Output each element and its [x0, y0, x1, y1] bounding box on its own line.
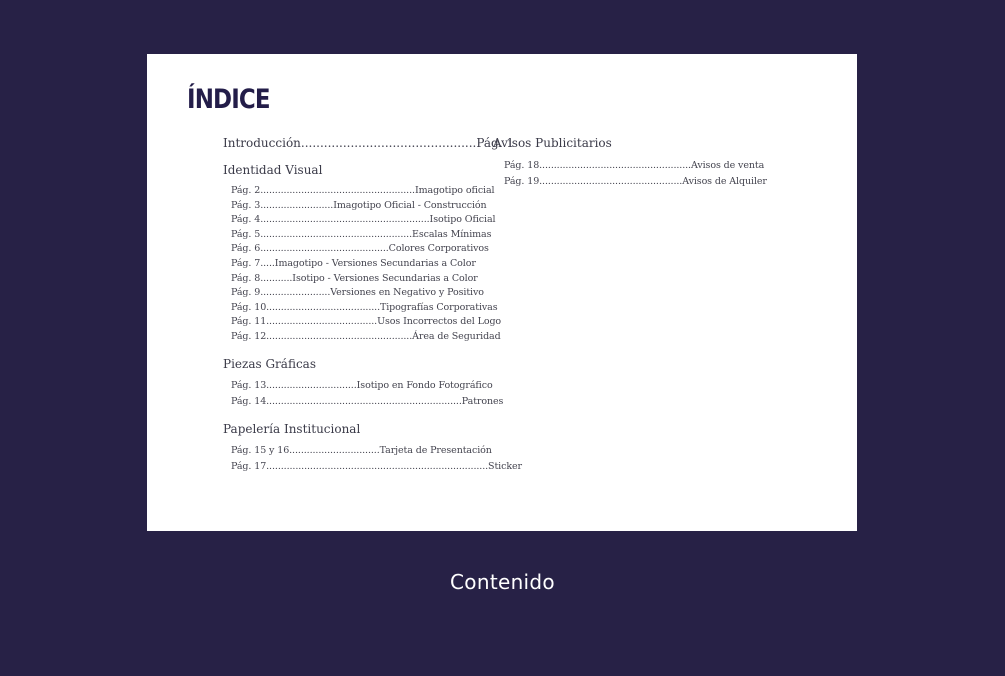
index-entry: Pág. 17............................................................................Sticker	[231, 460, 522, 472]
page-title: ÍNDICE	[187, 84, 270, 115]
index-entry: Pág. 15 y 16...............................Tarjeta de Presentación	[231, 444, 492, 456]
section-entries	[223, 378, 504, 410]
index-entry: Pág. 7.....Imagotipo - Versiones Secundarias a Color	[231, 257, 476, 269]
index-entry: Pág. 9........................Versiones en Negativo y Positivo	[231, 287, 484, 299]
section-title: Papelería Institucional	[223, 421, 361, 436]
section-entries	[493, 158, 767, 190]
index-entry: Pág. 13...............................Isotipo en Fondo Fotográfico	[231, 379, 493, 391]
section-identidad-visual	[223, 163, 502, 345]
index-entry: Pág. 4..........................................................Isotipo Oficial	[231, 214, 496, 226]
index-entry: Pág. 3.........................Imagotipo Oficial - Construcción	[231, 199, 487, 211]
index-page	[147, 54, 857, 531]
index-entry: Pág. 8...........Isotipo - Versiones Secundarias a Color	[231, 272, 478, 284]
index-entry: Pág. 19.................................................Avisos de Alquiler	[504, 176, 767, 187]
slide-caption: Contenido	[450, 570, 555, 594]
index-entry: Pág. 2.....................................................Imagotipo oficial	[231, 185, 495, 196]
intro-entry: Introducción..............................................Pág. 1	[223, 136, 514, 150]
section-piezas-graficas	[223, 356, 504, 410]
section-title: Avisos Publicitarios	[493, 136, 612, 150]
index-entry: Pág. 18....................................................Avisos de venta	[504, 160, 765, 171]
index-entry: Pág. 14...................................................................Patrones	[231, 395, 504, 407]
index-entry: Pág. 10.......................................Tipografías Corporativas	[231, 301, 498, 313]
index-right-column	[493, 136, 767, 190]
section-entries	[223, 184, 502, 345]
index-entry: Pág. 5....................................................Escalas Mínimas	[231, 228, 492, 240]
section-entries	[223, 443, 522, 475]
section-title: Identidad Visual	[223, 163, 323, 177]
index-entry: Pág. 11......................................Usos Incorrectos del Logo	[231, 316, 502, 328]
section-papeleria-institucional	[223, 421, 522, 475]
section-title: Piezas Gráficas	[223, 356, 316, 371]
index-left-column	[223, 136, 522, 475]
index-entry: Pág. 6............................................Colores Corporativos	[231, 243, 489, 255]
index-entry: Pág. 12..................................................Área de Seguridad	[231, 330, 501, 342]
